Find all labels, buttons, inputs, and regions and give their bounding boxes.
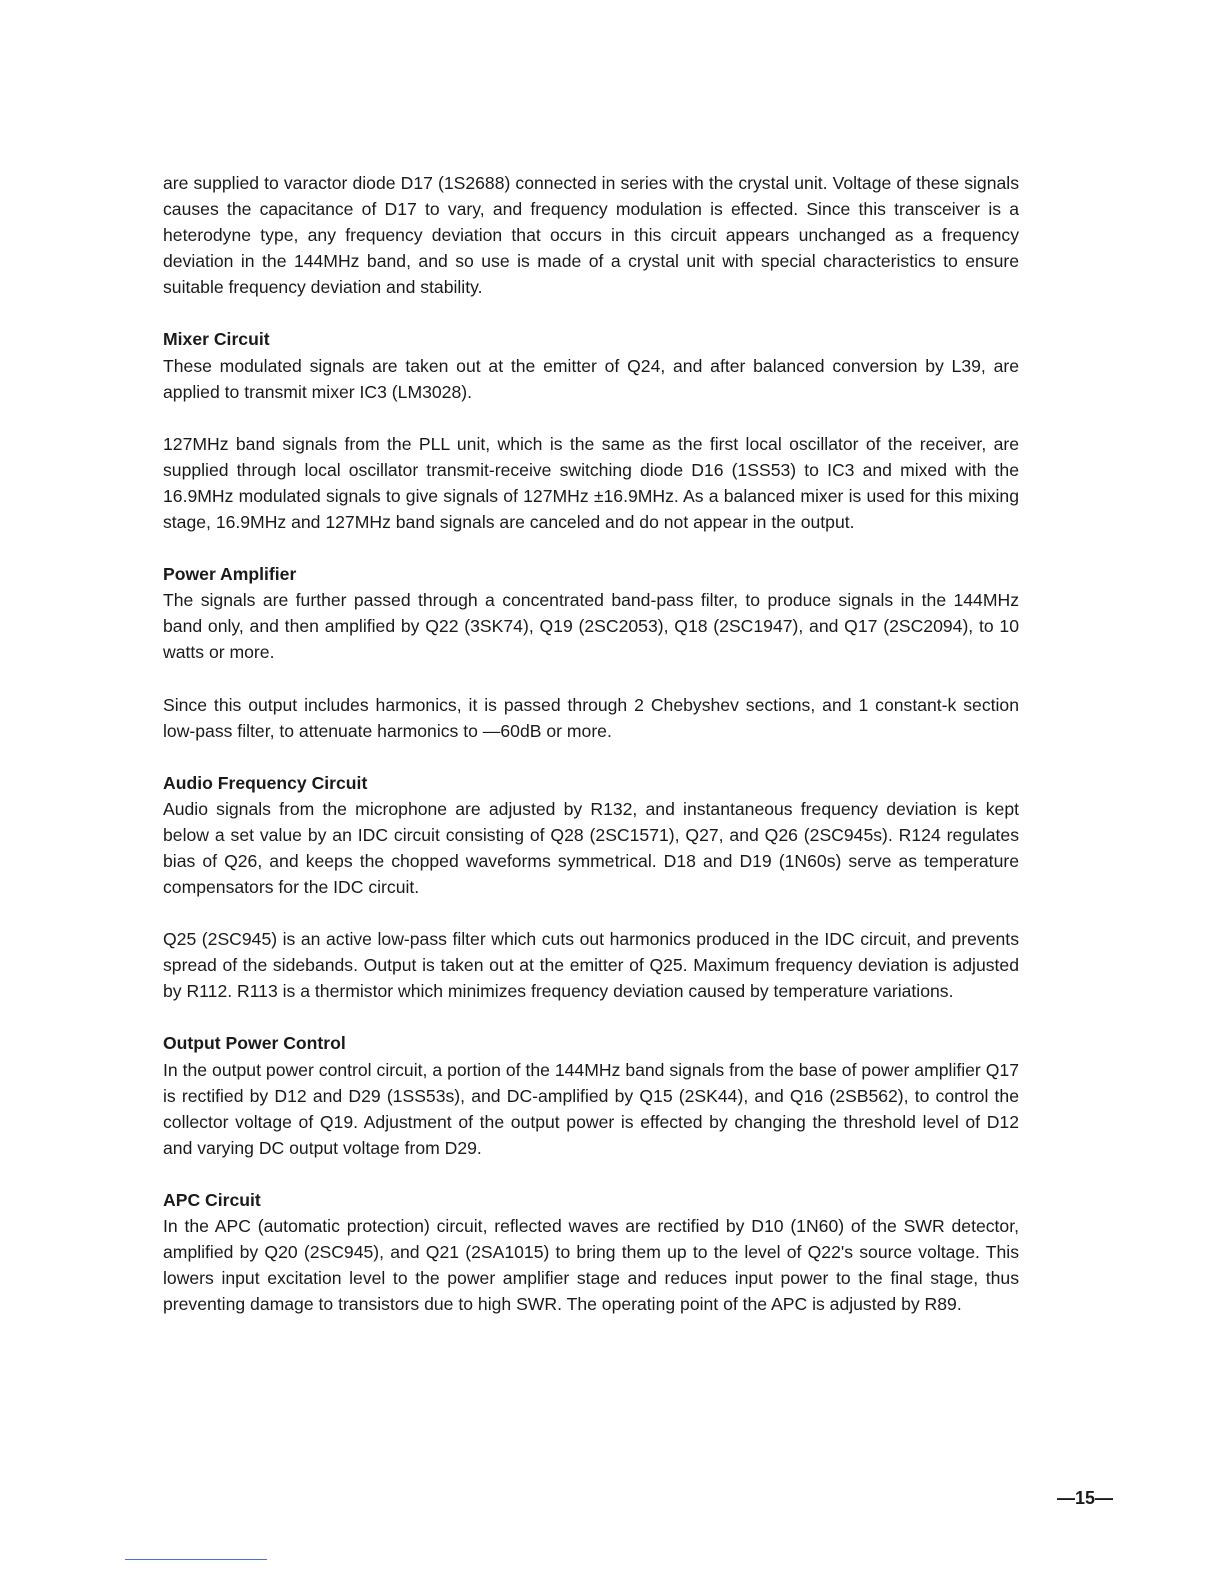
mixer-circuit-paragraph-1: These modulated signals are taken out at the emitter of Q24, and after balanced conversion by L39, are applied to transmit mixer IC3 (LM3028). (163, 355, 1019, 402)
power-amplifier-heading: Power Amplifier (163, 564, 297, 585)
document-body (163, 170, 1019, 1317)
page-number: —15— (1056, 1488, 1113, 1508)
audio-frequency-paragraph-2: Q25 (2SC945) is an active low-pass filter which cuts out harmonics produced in the IDC circuit, and prevents spread of the sidebands. Output is taken out at the emitter of Q25. Maximum frequency deviation is adjusted by R112. R113 is a thermistor which minimizes frequency deviation caused by temperature variations. (163, 929, 1019, 1002)
intro-paragraph: are supplied to varactor diode D17 (1S2688) connected in series with the crystal unit. Voltage of these signals causes the capacitance of D17 to vary, and frequency modulation is effected. Since this transceiver is a heterodyne type, any frequency deviation that occurs in this circuit appears unchanged as a frequency deviation in the 144MHz band, and so use is made of a crystal unit with special characteristics to ensure suitable frequency deviation and stability. (163, 173, 1019, 298)
audio-frequency-heading: Audio Frequency Circuit (163, 772, 368, 793)
apc-circuit-paragraph: In the APC (automatic protection) circuit, reflected waves are rectified by D10 (1N60) of the SWR detector, amplified by Q20 (2SC945), and Q21 (2SA1015) to bring them up to the level of Q22's source voltage. This lowers input excitation level to the power amplifier stage and reduces input power to the final stage, thus preventing damage to transistors due to high SWR. The operating point of the APC is adjusted by R89. (163, 1216, 1019, 1315)
footer-rule (125, 1559, 267, 1560)
audio-frequency-paragraph-1: Audio signals from the microphone are adjusted by R132, and instantaneous frequency deviation is kept below a set value by an IDC circuit consisting of Q28 (2SC1571), Q27, and Q26 (2SC945s). R124 regulates bias of Q26, and keeps the chopped waveforms symmetrical. D18 and D19 (1N60s) serve as temperature compensators for the IDC circuit. (163, 798, 1019, 898)
power-amplifier-paragraph-2: Since this output includes harmonics, it is passed through 2 Chebyshev sections, and 1 constant-k section low-pass filter, to attenuate harmonics to —60dB or more. (163, 694, 1019, 741)
power-amplifier-paragraph-1: The signals are further passed through a concentrated band-pass filter, to produce signals in the 144MHz band only, and then amplified by Q22 (3SK74), Q19 (2SC2053), Q18 (2SC1947), and Q17 (2SC2094), to 10 watts or more. (163, 590, 1019, 663)
output-power-control-heading: Output Power Control (163, 1033, 346, 1054)
mixer-circuit-heading: Mixer Circuit (163, 329, 270, 350)
output-power-control-paragraph: In the output power control circuit, a portion of the 144MHz band signals from the base of power amplifier Q17 is rectified by D12 and D29 (1SS53s), and DC-amplified by Q15 (2SK44), and Q16 (2SB562), to control the collector voltage of Q19. Adjustment of the output power is effected by changing the threshold level of D12 and varying DC output voltage from D29. (163, 1059, 1019, 1158)
mixer-circuit-paragraph-2: 127MHz band signals from the PLL unit, which is the same as the first local oscillator of the receiver, are supplied through local oscillator transmit-receive switching diode D16 (1SS53) to IC3 and mixed with the 16.9MHz modulated signals to give signals of 127MHz ±16.9MHz. As a balanced mixer is used for this mixing stage, 16.9MHz and 127MHz band signals are canceled and do not appear in the output. (163, 433, 1019, 533)
apc-circuit-heading: APC Circuit (163, 1189, 261, 1210)
